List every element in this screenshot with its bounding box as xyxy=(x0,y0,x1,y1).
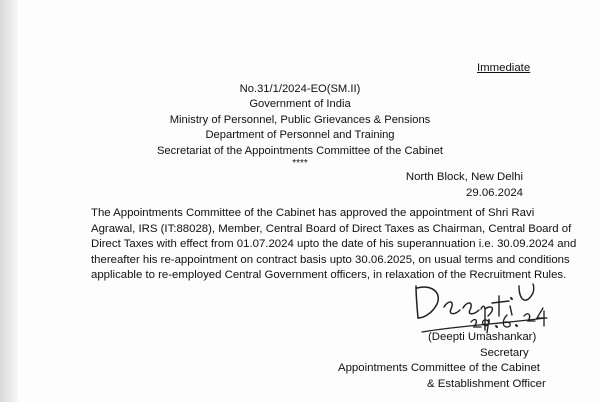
ministry-name: Ministry of Personnel, Public Grievances & Pensions xyxy=(169,113,431,126)
secretariat-name: Secretariat of the Appointments Committee of the Cabinet xyxy=(156,144,444,157)
paragraph-line: The Appointments Committee of the Cabinet has approved the appointment of Shri Ravi xyxy=(91,207,535,219)
signatory-office-line-1: Appointments Committee of the Cabinet xyxy=(338,362,540,375)
reference-number: No.31/1/2024-EO(SM.II) xyxy=(239,83,361,95)
department-name: Department of Personnel and Training xyxy=(205,129,395,142)
paragraph-line: Agrawal, IRS (IT:88028), Member, Central Board of Direct Taxes as Chairman, Central Board of xyxy=(91,222,572,235)
government-name: Government of India xyxy=(249,98,351,111)
page-edge-shadow xyxy=(0,0,18,402)
place-date-block xyxy=(406,170,523,201)
order-paragraph xyxy=(91,206,577,284)
paragraph-line: applicable to re-employed Central Government officers, in relaxation of the Recruitment Rules. xyxy=(91,269,567,282)
paragraph-line: thereafter his re-appointment on contract basis upto 30.06.2025, on usual terms and conditions xyxy=(91,253,570,266)
signatory-name: (Deepti Umashankar) xyxy=(428,331,537,343)
signatory-designation: Secretary xyxy=(480,346,529,359)
letter-header xyxy=(0,82,600,169)
header-separator-stars: **** xyxy=(292,158,308,170)
signatory-office-line-2: & Establishment Officer xyxy=(427,377,546,390)
place-text: North Block, New Delhi xyxy=(405,171,523,183)
paragraph-line: Direct Taxes with effect from 01.07.2024 upto the date of his superannuation i.e. 30.09.2024 and xyxy=(91,238,577,251)
signatory-block xyxy=(338,330,546,392)
urgency-label: Immediate xyxy=(477,62,531,74)
date-text: 29.06.2024 xyxy=(465,186,523,199)
